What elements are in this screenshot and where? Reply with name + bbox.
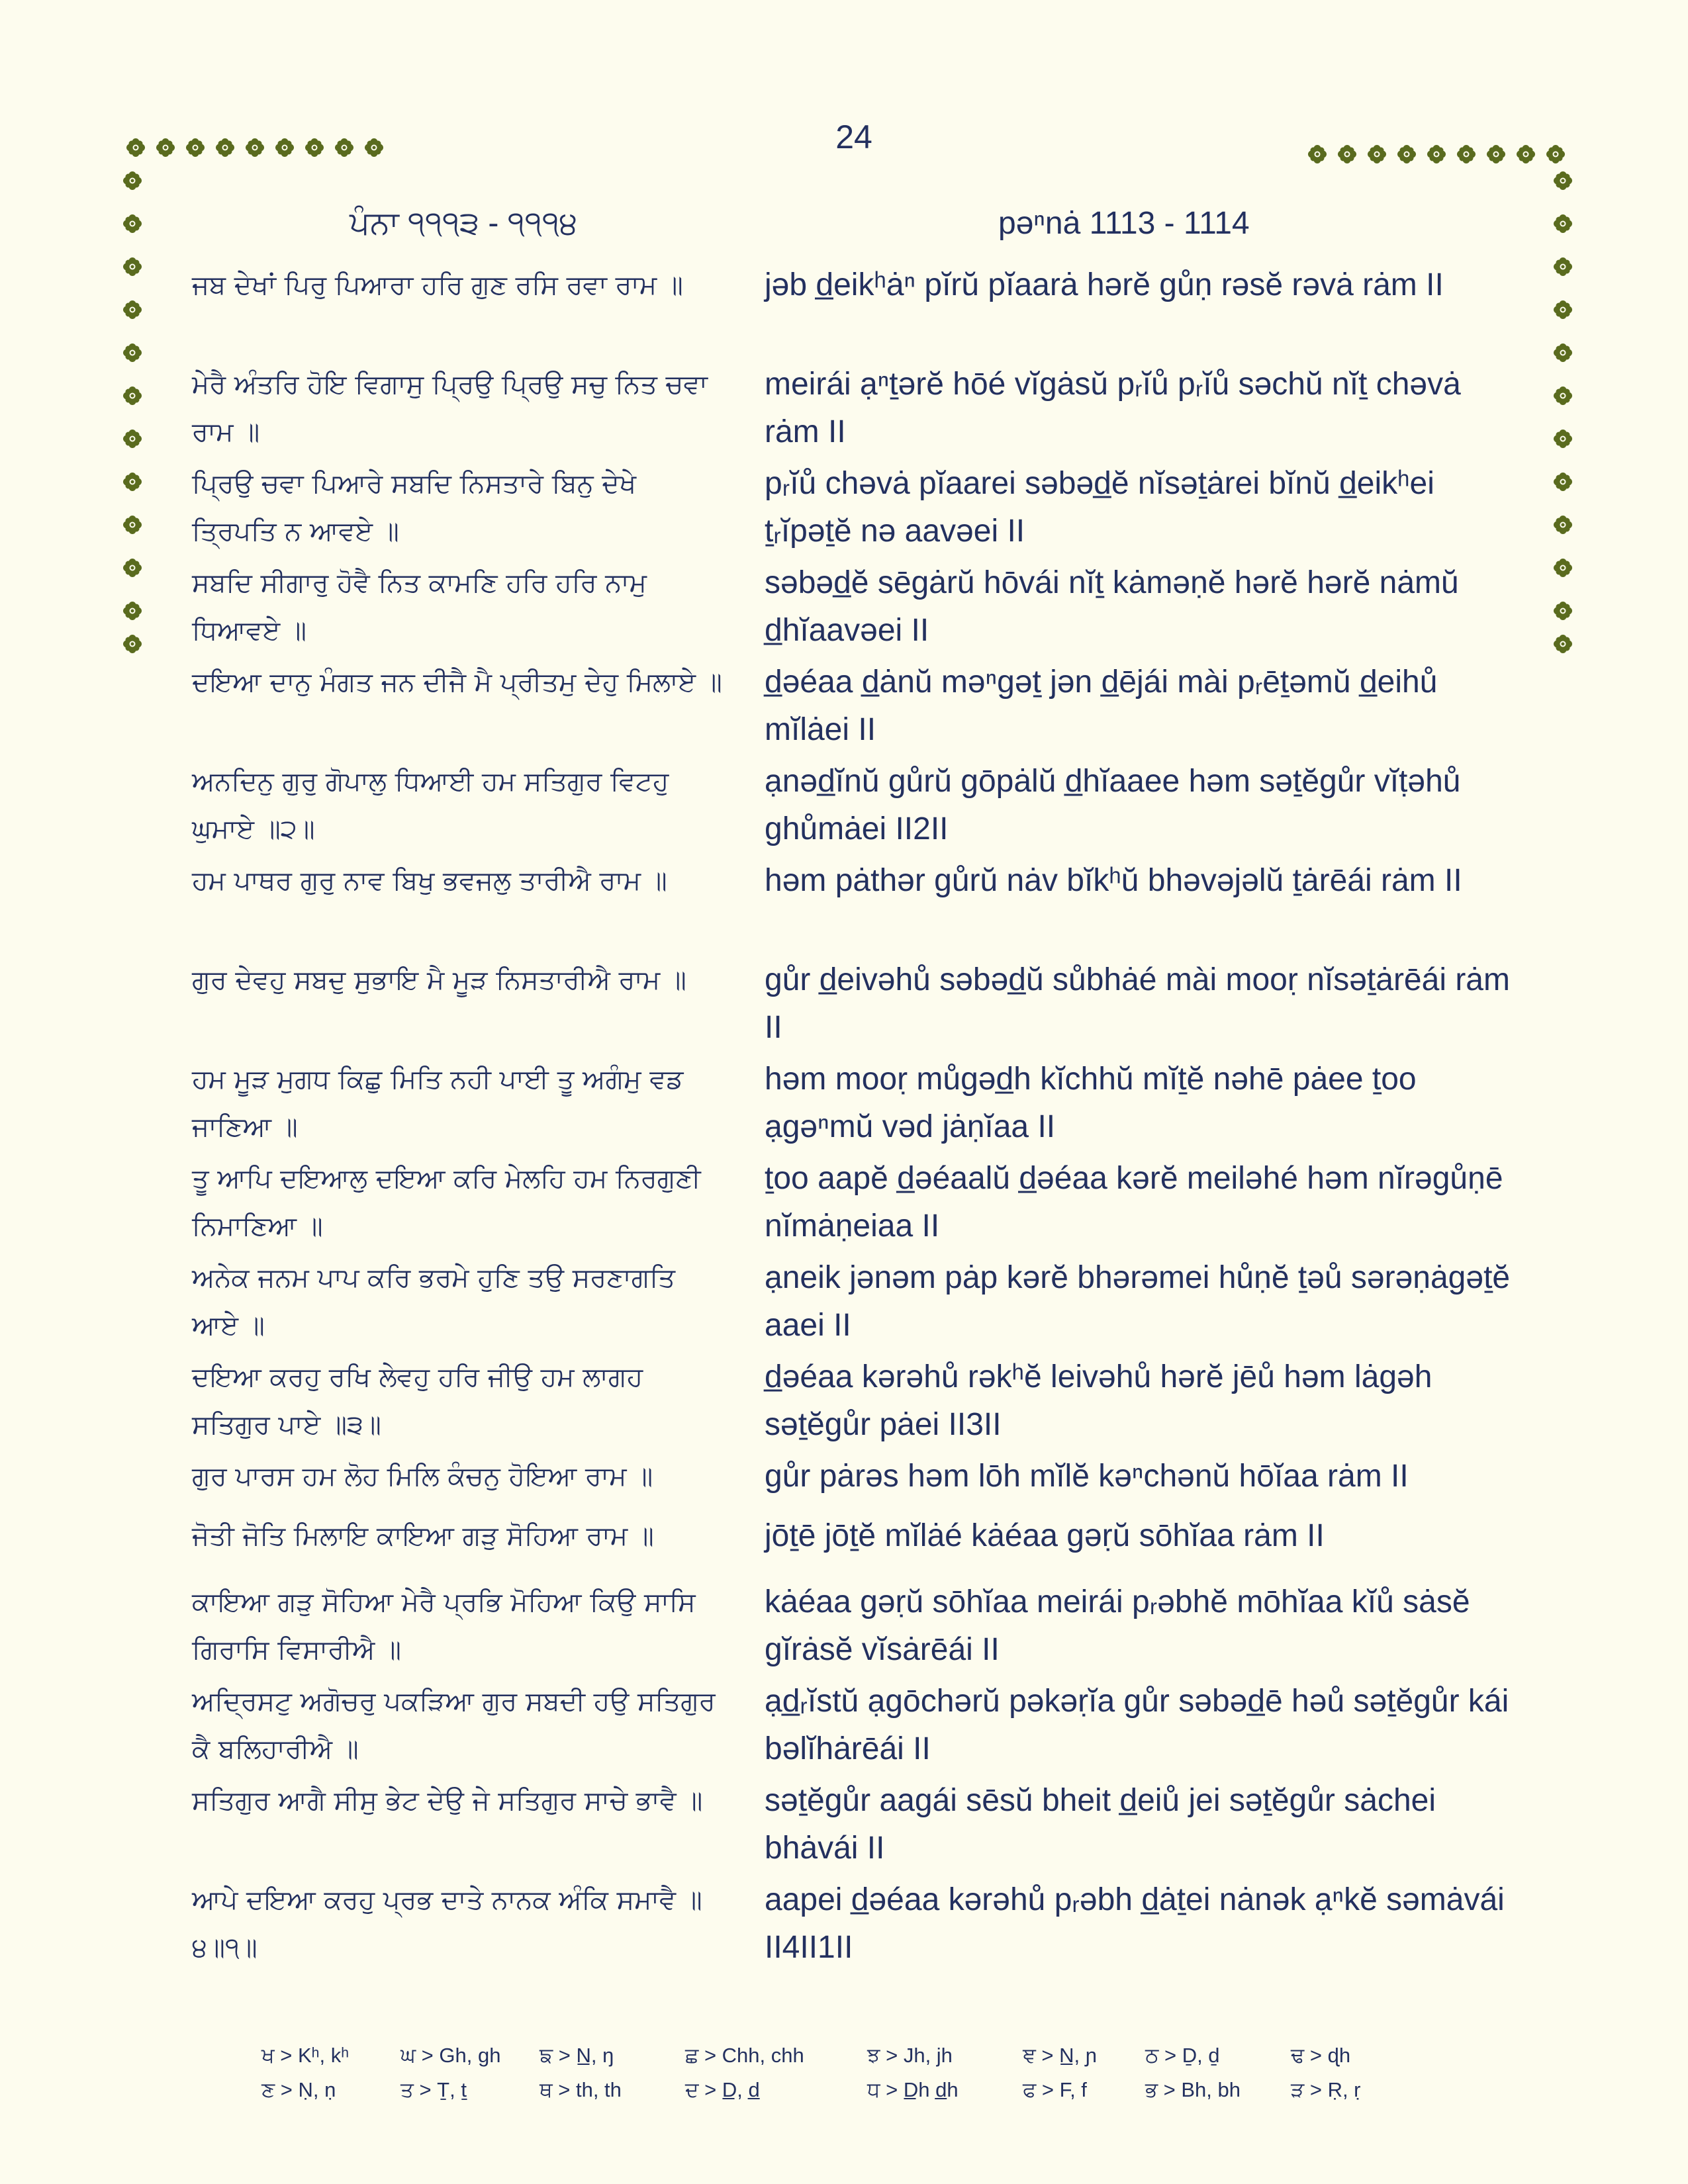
flower-ornament-icon — [122, 515, 142, 535]
gurmukhi-line: ਆਪੇ ਦਇਆ ਕਰਹੁ ਪ੍ਰਭ ਦਾਤੇ ਨਾਨਕ ਅੰਕਿ ਸਮਾਵੈ ॥੪॥੧॥ — [192, 1885, 702, 1963]
flower-ornament-icon — [122, 386, 142, 406]
key-entry: ਣ > Ṇ, ṇ — [261, 2078, 336, 2101]
gurmukhi-line: ਤੂ ਆਪਿ ਦਇਆਲੁ ਦਇਆ ਕਰਿ ਮੇਲਹਿ ਹਮ ਨਿਰਗੁਣੀ ਨਿਮਾਣਿਆ ॥ — [192, 1163, 701, 1242]
flower-ornament-icon — [122, 343, 142, 363]
flower-ornament-icon — [1456, 144, 1476, 164]
key-entry: ਫ > F, f — [1023, 2078, 1087, 2101]
gurmukhi-line: ਅਦ੍ਰਿਸਟੁ ਅਗੋਚਰੁ ਪਕੜਿਆ ਗੁਰ ਸਬਦੀ ਹਉ ਸਤਿਗੁਰ ਕੈ ਬਲਿਹਾਰੀਐ ॥ — [192, 1686, 716, 1764]
transliteration-line: səbəd̲ĕ sēgȧrŭ hōvái nĭṯ kȧməṇĕ hərĕ hərĕ nȧmŭ d̲hĭaavəei II — [765, 565, 1459, 648]
key-entry: ਤ > Ṯ, ṯ — [400, 2078, 467, 2101]
flower-ornament-icon — [1553, 300, 1573, 320]
flower-ornament-icon — [1337, 144, 1357, 164]
gurmukhi-line: ਜੋਤੀ ਜੋਤਿ ਮਿਲਾਇ ਕਾਇਆ ਗੜੁ ਸੋਹਿਆ ਰਾਮ ॥ — [192, 1521, 654, 1551]
key-entry: ਭ > Bh, bh — [1145, 2078, 1241, 2101]
flower-ornament-icon — [1553, 386, 1573, 406]
key-entry: ਢ > ɖh — [1291, 2044, 1351, 2067]
gurmukhi-line: ਪ੍ਰਿਉ ਚਵਾ ਪਿਆਰੇ ਸਬਦਿ ਨਿਸਤਾਰੇ ਬਿਨੁ ਦੇਖੇ ਤ੍ਰਿਪਤਿ ਨ ਆਵਏ ॥ — [192, 469, 637, 547]
flower-ornament-icon — [1553, 558, 1573, 578]
gurmukhi-line: ਕਾਇਆ ਗੜੁ ਸੋਹਿਆ ਮੇਰੈ ਪ੍ਰਭਿ ਮੋਹਿਆ ਕਿਉ ਸਾਸਿ ਗਿਰਾਸਿ ਵਿਸਾਰੀਐ ॥ — [192, 1587, 696, 1665]
transliteration-line: səṯĕgůr aagái sēsŭ bheit d̲eiů jei səṯĕgůr sȧchei bhȧvái II — [765, 1783, 1436, 1866]
flower-ornament-icon — [1553, 429, 1573, 449]
flower-ornament-icon — [156, 138, 175, 158]
transliteration-line: pᵣĭů chəvȧ pĭaarei səbəd̲ĕ nĭsəṯȧrei bĭnŭ d̲eikʰei ṯᵣĭpəṯĕ nə aavəei II — [765, 466, 1434, 549]
flower-ornament-icon — [1553, 214, 1573, 234]
flower-ornament-icon — [1553, 257, 1573, 277]
transliteration-line: d̲əéaa kərəhů rəkʰĕ leivəhů hərĕ jēů həm lȧgəh səṯĕgůr pȧei II3II — [765, 1359, 1432, 1442]
flower-ornament-icon — [1367, 144, 1387, 164]
flower-ornament-icon — [1546, 144, 1566, 164]
transliteration-line: kȧéaa gəṛŭ sōhĭaa meirái pᵣəbhĕ mōhĭaa kĭů sȧsĕ gĭrȧsĕ vĭsȧrēái II — [765, 1584, 1470, 1667]
flower-ornament-icon — [1553, 343, 1573, 363]
flower-ornament-icon — [1553, 472, 1573, 492]
gurmukhi-line: ਅਨਦਿਨੁ ਗੁਰੁ ਗੋਪਾਲੁ ਧਿਆਈ ਹਮ ਸਤਿਗੁਰ ਵਿਟਹੁ ਘੁਮਾਏ ॥੨॥ — [192, 766, 669, 844]
flower-ornament-icon — [122, 171, 142, 191]
gurmukhi-line: ਗੁਰ ਪਾਰਸ ਹਮ ਲੋਹ ਮਿਲਿ ਕੰਚਨੁ ਹੋਇਆ ਰਾਮ ॥ — [192, 1461, 653, 1492]
key-entry: ਞ > N̲, ɲ — [1023, 2044, 1097, 2067]
transliteration-line: d̲əéaa d̲ȧnŭ məⁿgəṯ jən d̲ējái mài pᵣēṯəmŭ d̲eihů mĭlȧei II — [765, 664, 1438, 747]
transliteration-line: ạd̲ᵣĭstŭ ạgōchərŭ pəkəṛĭa gůr səbəd̲ē həů səṯĕgůr kái bəlĭhȧrēái II — [765, 1684, 1509, 1766]
flower-ornament-icon — [334, 138, 354, 158]
flower-ornament-icon — [1427, 144, 1446, 164]
key-entry: ਦ > D̲, d̲ — [685, 2078, 760, 2101]
key-entry: ਖ > Kʰ, kʰ — [261, 2044, 350, 2067]
key-entry: ਙ > N̲, ŋ — [539, 2044, 614, 2067]
gurmukhi-line: ਮੇਰੈ ਅੰਤਰਿ ਹੋਇ ਵਿਗਾਸੁ ਪ੍ਰਿਉ ਪ੍ਰਿਉ ਸਚੁ ਨਿਤ ਚਵਾ ਰਾਮ ॥ — [192, 369, 708, 447]
flower-ornament-icon — [122, 300, 142, 320]
transliteration-line: jəb d̲eikʰȧⁿ pĭrŭ pĭaarȧ hərĕ gůṇ rəsĕ rəvȧ rȧm II — [765, 267, 1444, 302]
key-entry: ਛ > Chh, chh — [685, 2044, 804, 2067]
flower-ornament-icon — [1553, 171, 1573, 191]
gurmukhi-column-title: ਪੰਨਾ ੧੧੧੩ - ੧੧੧੪ — [350, 206, 578, 241]
transliteration-line: gůr d̲eivəhů səbəd̲ŭ sůbhȧé mài mooṛ nĭsəṯȧrēái rȧm II — [765, 962, 1510, 1045]
key-entry: ਥ > th, th — [539, 2078, 622, 2101]
transliteration-line: ạneik jənəm pȧp kərĕ bhərəmei hůṇĕ ṯəů sərəṇȧgəṯĕ aaei II — [765, 1260, 1511, 1343]
flower-ornament-icon — [1553, 601, 1573, 621]
key-entry: ੜ > Ṛ, ṛ — [1291, 2078, 1361, 2101]
flower-ornament-icon — [1486, 144, 1506, 164]
gurmukhi-line: ਅਨੇਕ ਜਨਮ ਪਾਪ ਕਰਿ ਭਰਮੇ ਹੁਣਿ ਤਉ ਸਰਣਾਗਤਿ ਆਏ ॥ — [192, 1263, 676, 1341]
gurmukhi-line: ਹਮ ਮੂੜ ਮੁਗਧ ਕਿਛੁ ਮਿਤਿ ਨਹੀ ਪਾਈ ਤੂ ਅਗੰਮੁ ਵਡ ਜਾਣਿਆ ॥ — [192, 1064, 684, 1142]
transliteration-line: jōṯē jōṯĕ mĭlȧé kȧéaa gəṛŭ sōhĭaa rȧm II — [765, 1518, 1325, 1553]
flower-ornament-icon — [122, 601, 142, 621]
gurmukhi-line: ਹਮ ਪਾਥਰ ਗੁਰੁ ਨਾਵ ਬਿਖੁ ਭਵਜਲੁ ਤਾਰੀਐ ਰਾਮ ॥ — [192, 866, 667, 896]
flower-ornament-icon — [185, 138, 205, 158]
flower-ornament-icon — [1553, 515, 1573, 535]
gurmukhi-line: ਸਤਿਗੁਰ ਆਗੈ ਸੀਸੁ ਭੇਟ ਦੇਉ ਜੇ ਸਤਿਗੁਰ ਸਾਚੇ ਭਾਵੈ ॥ — [192, 1786, 703, 1816]
gurmukhi-line: ਗੁਰ ਦੇਵਹੁ ਸਬਦੁ ਸੁਭਾਇ ਮੈ ਮੂੜ ਨਿਸਤਾਰੀਐ ਰਾਮ ॥ — [192, 965, 686, 995]
transliteration-line: həm pȧthər gůrŭ nȧv bĭkʰŭ bhəvəjəlŭ ṯȧrēái rȧm II — [765, 863, 1462, 898]
key-entry: ਝ > Jh, jh — [867, 2044, 953, 2067]
key-entry: ਠ > Ḏ, ḏ — [1145, 2044, 1220, 2067]
flower-ornament-icon — [364, 138, 384, 158]
flower-ornament-icon — [122, 634, 142, 654]
flower-ornament-icon — [122, 257, 142, 277]
flower-ornament-icon — [215, 138, 235, 158]
flower-ornament-icon — [122, 214, 142, 234]
transliteration-line: ạnəd̲ĭnŭ gůrŭ gōpȧlŭ d̲hĭaaee həm səṯĕgůr vĭṭəhů ghůmȧei II2II — [765, 764, 1461, 846]
transliteration-line: aapei d̲əéaa kərəhů pᵣəbh d̲ȧṯei nȧnək ạⁿkĕ səmȧvái II4II1II — [765, 1882, 1505, 1965]
flower-ornament-icon — [122, 429, 142, 449]
gurmukhi-line: ਜਬ ਦੇਖਾਂ ਪਿਰੁ ਪਿਆਰਾ ਹਰਿ ਗੁਣ ਰਸਿ ਰਵਾ ਰਾਮ ॥ — [192, 270, 683, 300]
transliteration-line: ṯoo aapĕ d̲əéaalŭ d̲əéaa kərĕ meiləhé həm nĭrəgůṇē nĭmȧṇeiaa II — [765, 1161, 1503, 1244]
key-entry: ਘ > Gh, gh — [400, 2044, 501, 2067]
transliteration-line: gůr pȧrəs həm lōh mĭlĕ kəⁿchənŭ hōĭaa rȧm II — [765, 1459, 1409, 1494]
flower-ornament-icon — [305, 138, 324, 158]
flower-ornament-icon — [122, 558, 142, 578]
page-number: 24 — [835, 118, 872, 156]
gurmukhi-line: ਸਬਦਿ ਸੀਗਾਰੁ ਹੋਵੈ ਨਿਤ ਕਾਮਣਿ ਹਰਿ ਹਰਿ ਨਾਮੁ ਧਿਆਵਏ ॥ — [192, 568, 647, 646]
flower-ornament-icon — [1553, 634, 1573, 654]
transliteration-line: həm mooṛ můgəd̲h kĭchhŭ mĭṯĕ nəhē pȧee ṯoo ạgəⁿmŭ vəd jȧṇĭaa II — [765, 1062, 1417, 1144]
flower-ornament-icon — [245, 138, 265, 158]
flower-ornament-icon — [1516, 144, 1536, 164]
gurmukhi-line: ਦਇਆ ਕਰਹੁ ਰਖਿ ਲੇਵਹੁ ਹਰਿ ਜੀਉ ਹਮ ਲਾਗਹ ਸਤਿਗੁਰ ਪਾਏ ॥੩॥ — [192, 1362, 643, 1440]
flower-ornament-icon — [275, 138, 295, 158]
flower-ornament-icon — [1307, 144, 1327, 164]
flower-ornament-icon — [122, 472, 142, 492]
gurmukhi-line: ਦਇਆ ਦਾਨੁ ਮੰਗਤ ਜਨ ਦੀਜੈ ਮੈ ਪ੍ਰੀਤਮੁ ਦੇਹੁ ਮਿਲਾਏ ॥ — [192, 667, 722, 698]
flower-ornament-icon — [126, 138, 146, 158]
transliteration-column-title: pəⁿnȧ 1113 - 1114 — [998, 206, 1250, 241]
transliteration-line: meirái ạⁿṯərĕ hōé vĭgȧsŭ pᵣĭů pᵣĭů səchŭ nĭṯ chəvȧ rȧm II — [765, 367, 1461, 449]
key-entry: ਧ > D̲h d̲h — [867, 2078, 959, 2101]
flower-ornament-icon — [1397, 144, 1417, 164]
